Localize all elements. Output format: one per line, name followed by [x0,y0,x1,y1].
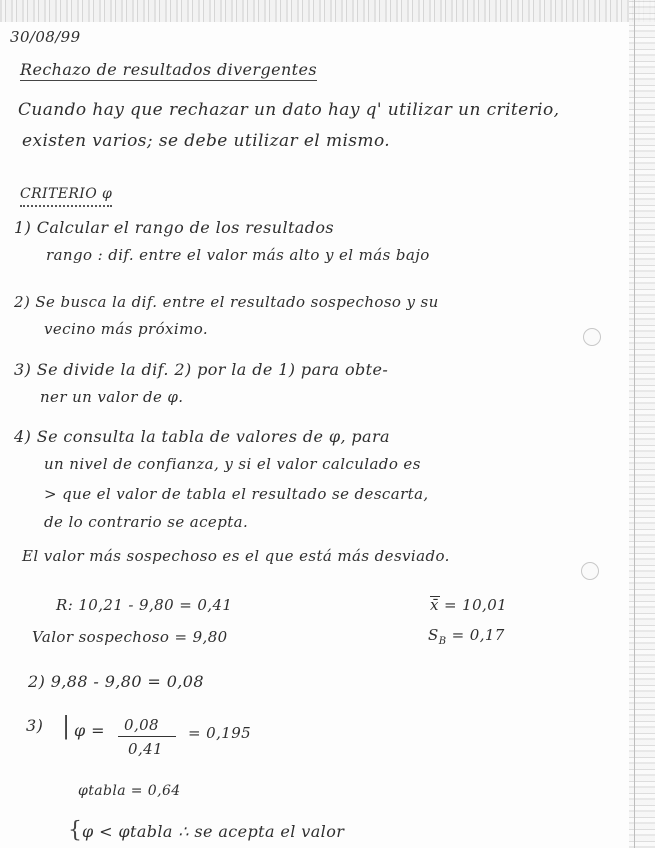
step-4-line-1: 4) Se consulta la tabla de valores de φ, para [14,427,390,446]
mean-value: x̄ = 10,01 [430,596,508,614]
diff-calc: 2) 9,88 - 9,80 = 0,08 [28,672,204,691]
step-4-line-2: un nivel de confianza, y si el valor calculado es [44,455,421,473]
punch-hole-mark [581,562,599,580]
std-dev-subscript: B [438,636,447,647]
page-title: Rechazo de resultados divergentes [20,60,317,79]
std-dev [428,626,505,647]
fraction-bar [118,736,176,737]
step-1-line-2: rango : dif. entre el valor más alto y el más bajo [46,246,430,264]
phi-table-value: φtabla = 0,64 [78,783,181,799]
heading-underline [20,205,112,207]
suspect-value: Valor sospechoso = 9,80 [32,628,228,646]
std-dev-value: = 0,17 [451,626,505,644]
step-3-line-1: 3) Se divide la dif. 2) por la de 1) para obte- [14,360,389,379]
intro-line-1: Cuando hay que rechazar un dato hay q' utilizar un criterio, [18,100,560,120]
phi-denominator: 0,41 [128,740,163,758]
intro-line-2: existen varios; se debe utilizar el mismo. [22,131,391,151]
date: 30/08/99 [10,28,81,46]
criterion-heading: CRITERIO φ [20,186,113,202]
mean-overbar [430,596,440,597]
step-2-line-2: vecino más próximo. [44,320,209,338]
phi-result: = 0,195 [188,724,252,742]
phi-symbol: φ = [74,721,105,740]
phi-left-mark: | [62,712,71,740]
conclusion: φ < φtabla ∴ se acepta el valor [82,822,345,841]
step-4-line-3: > que el valor de tabla el resultado se descarta, [44,485,429,503]
step-4-line-4: de lo contrario se acepta. [44,513,249,531]
step-2-line-1: 2) Se busca la dif. entre el resultado sospechoso y su [14,293,439,311]
conclusion-brace: { [68,818,82,843]
range-calc: R: 10,21 - 9,80 = 0,41 [56,596,233,614]
phi-step-label: 3) [26,716,44,735]
scan-noise-top [0,0,655,22]
scan-noise-right [629,0,655,848]
std-dev-symbol: S [428,626,439,644]
note-line: El valor más sospechoso es el que está más desviado. [22,547,450,565]
step-3-line-2: ner un valor de φ. [40,388,184,406]
scan-edge-line [634,0,635,848]
punch-hole-mark [583,328,601,346]
phi-numerator: 0,08 [124,716,159,734]
step-1-line-1: 1) Calcular el rango de los resultados [14,218,335,237]
